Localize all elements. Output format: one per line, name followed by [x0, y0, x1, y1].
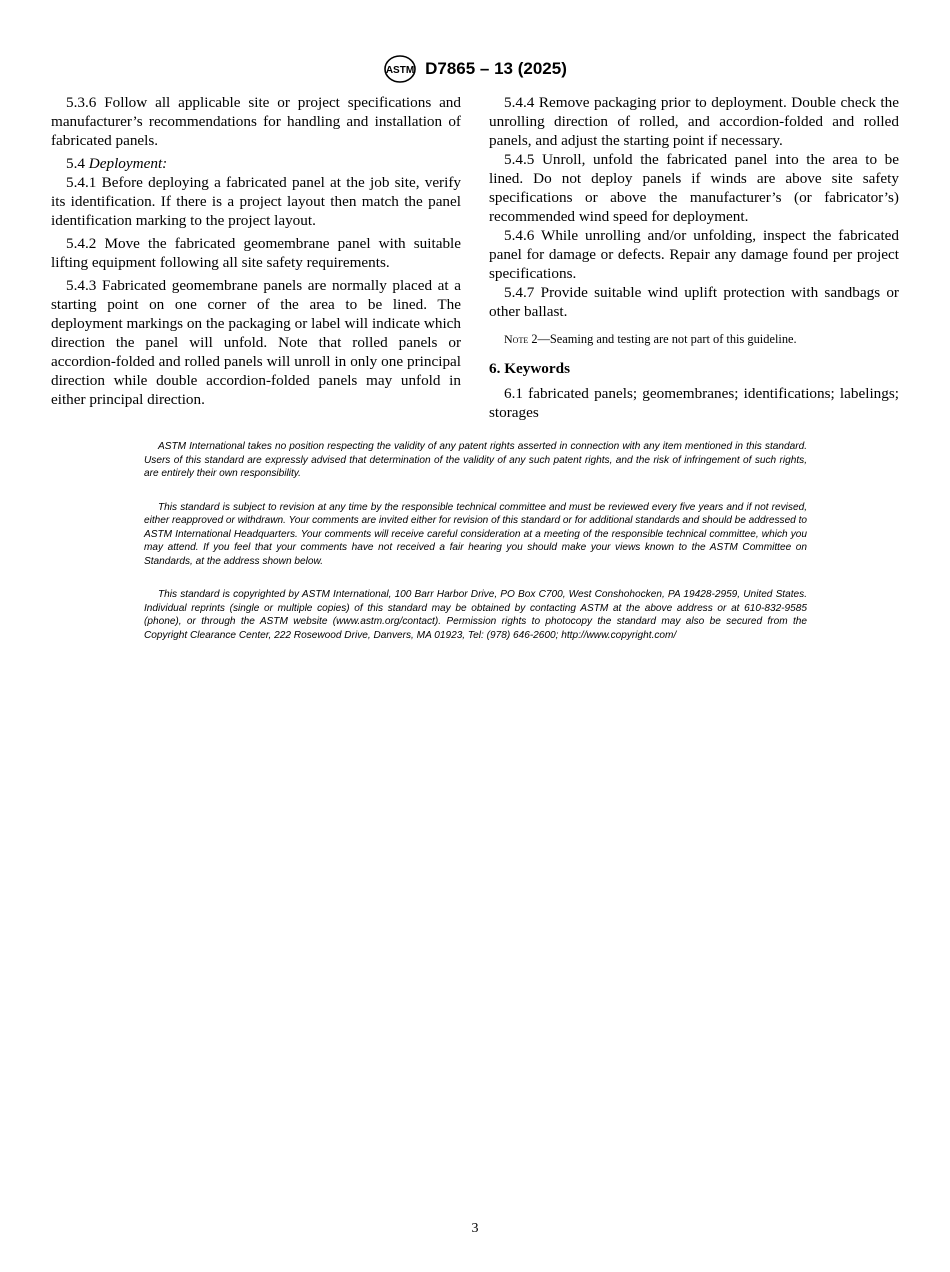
note-2 [489, 331, 899, 347]
section-6-heading: 6. Keywords [489, 360, 570, 377]
page-number: 3 [471, 1221, 479, 1236]
page-header [0, 54, 950, 84]
paragraph-5-4-7: 5.4.7 Provide suitable wind uplift protection with sandbags or other ballast. [489, 284, 899, 320]
revision-notice: This standard is subject to revision at any time by the responsible technical committee and must be reviewed every five years and if not revised, either reapproved or withdrawn. Your comments are invited either for revision of this standard or for additional standards and should be addressed to ASTM International Headquarters. Your comments will receive careful consideration at a meeting of the responsible technical committee, which you may attend. If you feel that your comments have not received a fair hearing you should make your views known to the ASTM Committee on Standards, at the address shown below. [144, 501, 808, 567]
svg-text:ASTM: ASTM [385, 65, 415, 76]
patent-notice: ASTM International takes no position respecting the validity of any patent rights asserted in connection with any item mentioned in this standard. Users of this standard are expressly advised that determination of the validity of any such patent rights, and the risk of infringement of such rights, are entirely their own responsibility. [144, 441, 807, 479]
paragraph-5-4-1: 5.4.1 Before deploying a fabricated panel at the job site, verify its identification. If there is a project layout then match the panel identification marking to the project layout. [51, 174, 461, 229]
legal-footer [144, 440, 807, 662]
paragraph-6-1: 6.1 fabricated panels; geomembranes; identifications; labelings; storages [489, 385, 899, 421]
section-number: 5.4 [66, 155, 85, 172]
paragraph-5-4-3: 5.4.3 Fabricated geomembrane panels are normally placed at a starting point on one corner of the area to be lined. The deployment markings on the packaging or label will indicate which direction the panel will unfold. Note that rolled panels or accordion-folded and rolled panels will unroll in only one principal direction while double accordion-folded panels may unfold in either principal direction. [51, 277, 461, 408]
paragraph-5-4-6: 5.4.6 While unrolling and/or unfolding, inspect the fabricated panel for damage or defects. Repair any damage found per project specifications. [489, 227, 899, 282]
section-5-4-heading [51, 154, 461, 173]
paragraph-5-4-5: 5.4.5 Unroll, unfold the fabricated panel into the area to be lined. Do not deploy panels if winds are above site safety specifications or above the manufacturer’s (or fabricator’s) recommended wind speed for deployment. [489, 151, 899, 225]
paragraph-5-4-4: 5.4.4 Remove packaging prior to deployment. Double check the unrolling direction of rolled, and accordion-folded and rolled panels, and adjust the starting point if necessary. [489, 94, 899, 149]
note-label: Note [504, 332, 529, 346]
section-title: Deployment: [88, 155, 168, 172]
standard-designation: D7865 – 13 (2025) [425, 59, 567, 78]
left-column [51, 93, 461, 413]
copyright-notice: This standard is copyrighted by ASTM International, 100 Barr Harbor Drive, PO Box C700, West Conshohocken, PA 19428-2959, United States. Individual reprints (single or multiple copies) of this standard may be obtained by contacting ASTM at the above address or at 610-832-9585 (phone), or through the ASTM website (www.astm.org/contact). Permission rights to photocopy the standard may also be secured from the Copyright Clearance Center, 222 Rosewood Drive, Danvers, MA 01923, Tel: (978) 646-2600; http://www.copyright.com/ [144, 589, 807, 641]
astm-logo-icon [383, 54, 417, 84]
paragraph-5-3-6: 5.3.6 Follow all applicable site or project specifications and manufacturer’s recommendations for handling and installation of fabricated panels. [51, 94, 461, 149]
note-text: 2—Seaming and testing are not part of this guideline. [528, 332, 797, 346]
right-column [489, 93, 899, 426]
paragraph-5-4-2: 5.4.2 Move the fabricated geomembrane panel with suitable lifting equipment following all site safety requirements. [51, 235, 461, 271]
